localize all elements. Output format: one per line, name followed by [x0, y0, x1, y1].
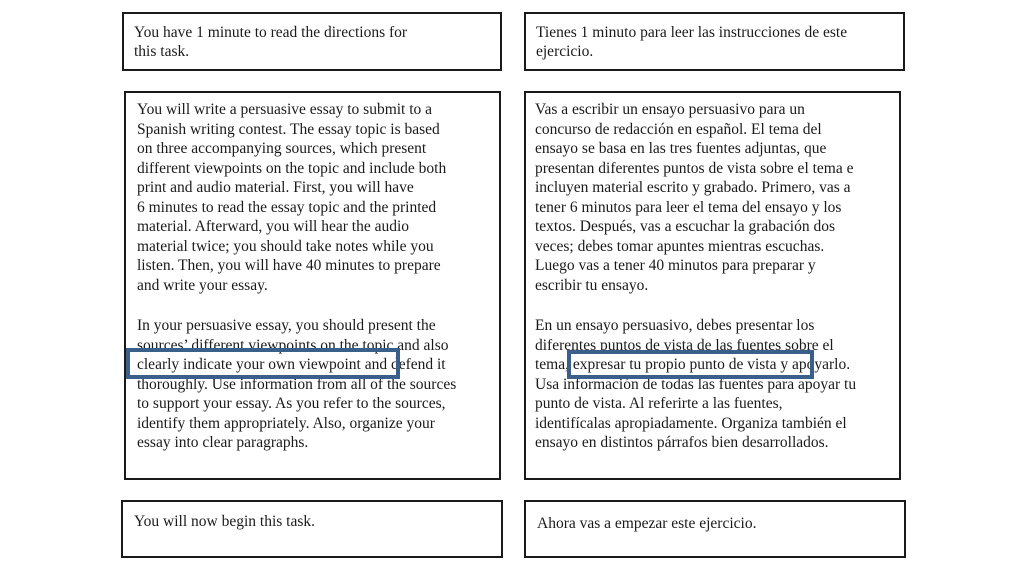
english-instructions-p1-line-6: 6 minutes to read the essay topic and the printed [137, 198, 437, 216]
spanish-instructions-p1-line-4: presentan diferentes puntos de vista sobre el tema e [535, 159, 854, 177]
spanish-instructions-p1-line-9: Luego vas a tener 40 minutos para preparar y [535, 257, 816, 274]
english-instructions-p2-line-6: identify them appropriately. Also, organize your [137, 414, 435, 432]
english-instructions-p2-line-1: In your persuasive essay, you should present the [137, 317, 436, 334]
spanish-instructions-p2-line-1: En un ensayo persuasivo, debes presentar los [535, 317, 815, 334]
spanish-instructions-p1-line-7: textos. Después, vas a escuchar la grabación dos [535, 218, 835, 235]
english-instructions-p1-line-3: on three accompanying sources, which present [137, 140, 427, 157]
english-instructions-p1-line-5: print and audio material. First, you will have [137, 179, 414, 196]
spanish-instructions-p1-line-5: incluyen material escrito y grabado. Primero, vas a [535, 179, 851, 196]
spanish-begin-text: Ahora vas a empezar este ejercicio. [537, 515, 757, 532]
english-directions-line-2: this task. [134, 43, 190, 60]
spanish-instructions-p2-line-2: diferentes puntos de vista de las fuentes sobre el [535, 336, 834, 354]
spanish-instructions-p2-line-3: tema, expresar tu propio punto de vista y apoyarlo. [535, 356, 851, 373]
spanish-directions-line-2: ejercicio. [536, 43, 594, 60]
english-instructions-p2-line-4: thoroughly. Use information from all of the sources [137, 375, 457, 393]
spanish-instructions-p2-line-5: punto de vista. Al referirte a las fuentes, [535, 395, 783, 412]
english-instructions-p1-line-1: You will write a persuasive essay to submit to a [137, 101, 433, 118]
spanish-instructions-p1-line-6: tener 6 minutos para leer el tema del ensayo y los [535, 198, 842, 216]
spanish-instructions-p2-line-4: Usa información de todas las fuentes para apoyar tu [535, 375, 857, 393]
english-instructions-p1-line-2: Spanish writing contest. The essay topic is based [137, 120, 440, 138]
spanish-instructions-p1-line-3: ensayo se basa en las tres fuentes adjuntas, que [535, 140, 827, 157]
english-instructions-p2-line-3: clearly indicate your own viewpoint and defend it [137, 356, 446, 373]
english-instructions-p1-line-9: listen. Then, you will have 40 minutes to prepare [137, 257, 441, 274]
english-directions-line-1: You have 1 minute to read the directions for [134, 24, 408, 41]
english-instructions-p1-line-7: material. Afterward, you will hear the audio [137, 218, 410, 235]
spanish-directions-line-1: Tienes 1 minuto para leer las instrucciones de este [536, 24, 848, 41]
spanish-instructions-p2-line-7: ensayo en distintos párrafos bien desarrollados. [535, 434, 829, 451]
english-instructions-p2-line-5: to support your essay. As you refer to the sources, [137, 395, 446, 412]
spanish-instructions-p1-line-8: veces; debes tomar apuntes mientras escuchas. [535, 237, 825, 255]
spanish-instructions-p1-line-2: concurso de redacción en español. El tema del [535, 120, 822, 138]
english-instructions-p2-line-7: essay into clear paragraphs. [137, 434, 309, 451]
english-instructions-p1-line-10: and write your essay. [137, 276, 268, 294]
spanish-instructions-p1-line-10: escribir tu ensayo. [535, 276, 649, 294]
english-instructions-p1-line-4: different viewpoints on the topic and include both [137, 159, 447, 177]
english-instructions-p1-line-8: material twice; you should take notes while you [137, 237, 434, 255]
spanish-instructions-p2-line-6: identifícalas apropiadamente. Organiza también el [535, 414, 847, 432]
english-instructions-p2-line-2: sources’ different viewpoints on the topic and also [137, 336, 449, 354]
spanish-instructions-p1-line-1: Vas a escribir un ensayo persuasivo para un [535, 101, 805, 118]
english-begin-text: You will now begin this task. [134, 513, 315, 530]
